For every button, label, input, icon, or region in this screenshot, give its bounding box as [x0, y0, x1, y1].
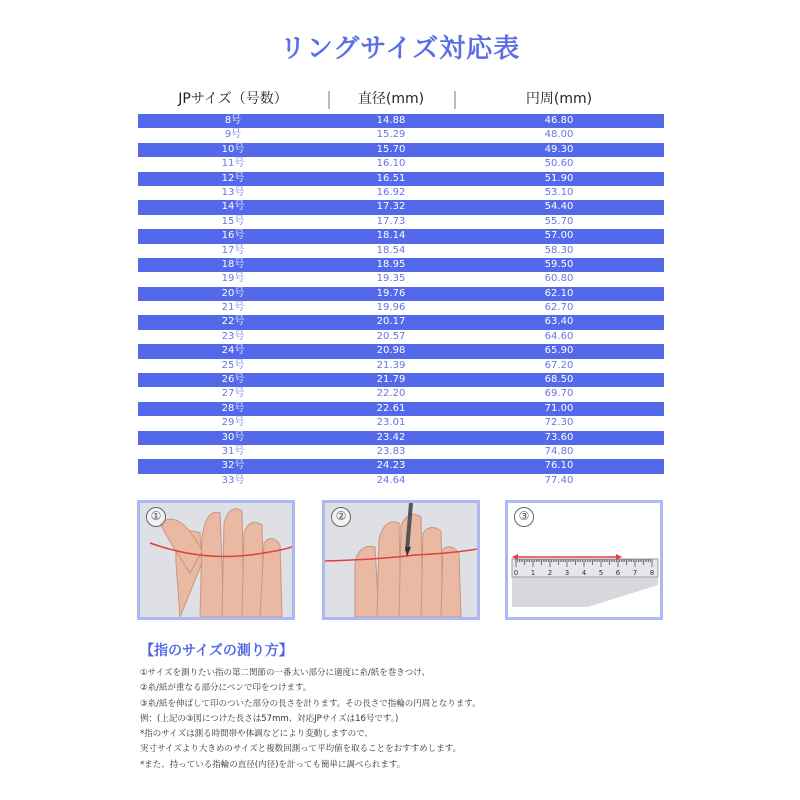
table-row — [138, 330, 664, 344]
circumference-cell: 60.80 — [544, 273, 574, 285]
diameter-cell: 20.98 — [376, 345, 406, 357]
diameter-cell: 19.76 — [376, 287, 406, 299]
circumference-cell: 55.70 — [544, 215, 574, 227]
diameter-cell: 18.54 — [376, 244, 406, 256]
table-row — [138, 445, 664, 459]
table-row — [138, 387, 664, 401]
table-row — [138, 287, 664, 301]
size-cell: 8号 — [224, 115, 242, 126]
step1-number: ① — [146, 507, 166, 527]
circumference-cell: 69.70 — [544, 388, 574, 400]
size-cell: 20号 — [221, 287, 245, 299]
size-cell: 28号 — [221, 402, 245, 414]
howto-line: ③糸/紙を伸ばして印のついた部分の長さを計ります。その長さで指輪の円周となります。 — [140, 698, 481, 709]
table-row — [138, 402, 664, 416]
table-row — [138, 474, 664, 488]
diameter-cell: 21.79 — [376, 374, 406, 386]
size-cell: 31号 — [221, 445, 245, 457]
diameter-cell: 17.73 — [376, 215, 406, 227]
page-title: リングサイズ対応表 — [279, 34, 521, 64]
table-row — [138, 344, 664, 358]
header-diameter: 直径(mm) — [357, 91, 425, 107]
table-row — [138, 229, 664, 243]
size-cell: 27号 — [221, 388, 245, 400]
size-cell: 14号 — [221, 201, 245, 213]
howto-line: ②糸/紙が重なる部分にペンで印をつけます。 — [140, 683, 312, 694]
circumference-cell: 76.10 — [544, 460, 574, 472]
table-row — [138, 157, 664, 171]
circumference-cell: 63.40 — [544, 316, 574, 328]
diameter-cell: 14.88 — [376, 115, 406, 126]
table-row — [138, 244, 664, 258]
diameter-cell: 16.51 — [376, 172, 406, 184]
howto-line: 実寸サイズより大きめのサイズと複数回測って平均値を取ることをおすすめします。 — [140, 744, 462, 755]
circumference-cell: 59.50 — [544, 258, 574, 270]
step2-number: ② — [331, 507, 351, 527]
circumference-cell: 71.00 — [544, 402, 574, 414]
table-row — [138, 200, 664, 214]
diameter-cell: 19.35 — [376, 273, 406, 285]
howto-line: *指のサイズは測る時間帯や体調などにより変動しますので、 — [140, 729, 373, 740]
size-cell: 23号 — [221, 330, 245, 342]
diameter-cell: 19.96 — [376, 302, 406, 314]
circumference-cell: 65.90 — [544, 345, 574, 357]
circumference-cell: 49.30 — [544, 143, 574, 155]
howto-line: 例：(上記の③図につけた長さは57mm、対応JPサイズは16号です。) — [140, 713, 399, 724]
step2-photo — [322, 500, 480, 620]
circumference-cell: 77.40 — [544, 474, 574, 486]
circumference-cell: 74.80 — [544, 445, 574, 457]
table-row — [138, 315, 664, 329]
table-row — [138, 215, 664, 229]
diameter-cell: 23.01 — [376, 417, 406, 429]
circumference-cell: 67.20 — [544, 359, 574, 371]
ruler-tick-label: 2 — [547, 569, 553, 577]
table-row — [138, 359, 664, 373]
size-cell: 22号 — [221, 316, 245, 328]
diameter-cell: 24.23 — [376, 460, 406, 472]
header-jp-size: JPサイズ（号数） — [178, 91, 288, 107]
ruler-tick-label: 0 — [513, 569, 519, 577]
diameter-cell: 15.29 — [376, 129, 406, 141]
circumference-cell: 62.10 — [544, 287, 574, 299]
header-circumference: 円周(mm) — [525, 91, 593, 107]
circumference-cell: 53.10 — [544, 186, 574, 198]
size-cell: 26号 — [221, 374, 245, 386]
size-cell: 30号 — [221, 431, 245, 443]
diameter-cell: 23.83 — [376, 445, 406, 457]
circumference-cell: 68.50 — [544, 374, 574, 386]
diameter-cell: 18.14 — [376, 230, 406, 242]
size-cell: 13号 — [221, 186, 245, 198]
size-cell: 15号 — [221, 215, 245, 227]
step3-number: ③ — [514, 507, 534, 527]
circumference-cell: 57.00 — [544, 230, 574, 242]
step1-photo — [137, 500, 295, 620]
table-row — [138, 128, 664, 142]
diameter-cell: 18.95 — [376, 258, 406, 270]
diameter-cell: 24.64 — [376, 474, 406, 486]
circumference-cell: 64.60 — [544, 330, 574, 342]
table-row — [138, 431, 664, 445]
diameter-cell: 22.20 — [376, 388, 406, 400]
size-cell: 18号 — [221, 258, 245, 270]
howto-line: ①サイズを測りたい指の第二関節の一番太い部分に適度に糸/紙を巻きつけ、 — [140, 668, 430, 678]
diameter-cell: 20.57 — [376, 330, 406, 342]
table-body — [138, 114, 664, 488]
circumference-cell: 72.30 — [544, 417, 574, 429]
table-row — [138, 143, 664, 157]
ruler-tick-label: 7 — [632, 569, 638, 577]
table-header — [138, 88, 664, 114]
circumference-cell: 54.40 — [544, 201, 574, 213]
size-cell: 12号 — [221, 172, 245, 184]
circumference-cell: 73.60 — [544, 431, 574, 443]
howto-heading: 【指のサイズの測り方】 — [140, 643, 293, 659]
circumference-cell: 50.60 — [544, 158, 574, 170]
size-cell: 10号 — [221, 143, 245, 155]
table-row — [138, 459, 664, 473]
diameter-cell: 23.42 — [376, 431, 406, 443]
howto-line: *また、持っている指輪の直径(内径)を計っても簡単に調べられます。 — [140, 759, 406, 770]
table-row — [138, 301, 664, 315]
ruler-tick-label: 5 — [598, 569, 604, 577]
size-cell: 19号 — [221, 273, 245, 285]
diameter-cell: 16.92 — [376, 186, 406, 198]
diameter-cell: 20.17 — [376, 316, 406, 328]
ruler-tick-label: 8 — [649, 569, 655, 577]
size-cell: 33号 — [221, 474, 245, 486]
table-row — [138, 272, 664, 286]
table-row — [138, 186, 664, 200]
ruler-tick-label: 1 — [530, 569, 536, 577]
table-row — [138, 373, 664, 387]
ruler-tick-label: 6 — [615, 569, 621, 577]
circumference-cell: 58.30 — [544, 244, 574, 256]
size-cell: 25号 — [221, 359, 245, 371]
step3-photo — [505, 500, 663, 620]
circumference-cell: 46.80 — [544, 115, 574, 126]
diameter-cell: 21.39 — [376, 359, 406, 371]
diameter-cell: 16.10 — [376, 158, 406, 170]
size-cell: 17号 — [221, 244, 245, 256]
circumference-cell: 62.70 — [544, 302, 574, 314]
ruler-tick-label: 4 — [581, 569, 587, 577]
size-cell: 11号 — [221, 158, 245, 170]
diameter-cell: 22.61 — [376, 402, 406, 414]
diameter-cell: 17.32 — [376, 201, 406, 213]
size-cell: 24号 — [221, 345, 245, 357]
ring-size-table — [138, 88, 664, 488]
size-cell: 16号 — [221, 230, 245, 242]
size-cell: 9号 — [224, 129, 242, 141]
circumference-cell: 48.00 — [544, 129, 574, 141]
table-row — [138, 172, 664, 186]
table-row — [138, 114, 664, 128]
size-cell: 29号 — [221, 417, 245, 429]
size-cell: 32号 — [221, 460, 245, 472]
size-cell: 21号 — [221, 302, 245, 314]
ruler-tick-label: 3 — [564, 569, 570, 577]
howto-notes — [140, 666, 700, 773]
diameter-cell: 15.70 — [376, 143, 406, 155]
circumference-cell: 51.90 — [544, 172, 574, 184]
table-row — [138, 416, 664, 430]
table-row — [138, 258, 664, 272]
